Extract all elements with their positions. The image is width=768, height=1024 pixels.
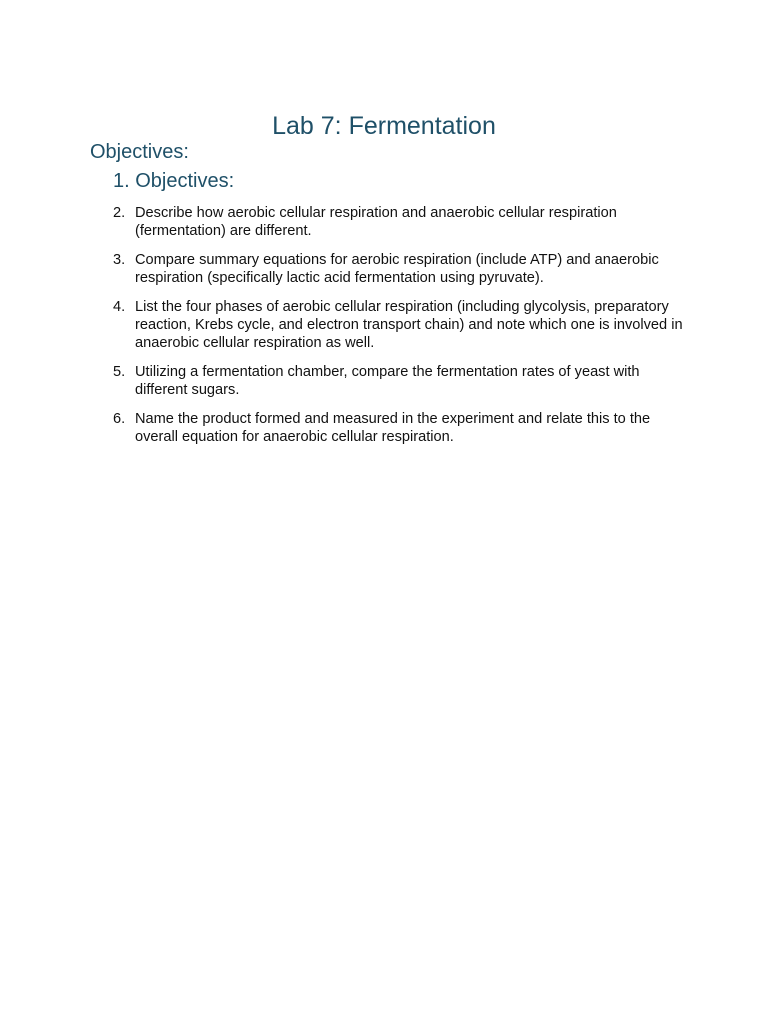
objective-item: [113, 363, 683, 399]
objectives-list: [113, 204, 683, 457]
objective-text: Utilizing a fermentation chamber, compare the fermentation rates of yeast with different sugars.: [135, 364, 640, 398]
sub-heading-objectives: [113, 169, 234, 193]
objective-text: List the four phases of aerobic cellular respiration (including glycolysis, preparatory reaction, Krebs cycle, and electron transport chain) and note which one is involved in anaerobic cellular respiration as well.: [135, 299, 683, 351]
objective-item: [113, 204, 683, 240]
objective-item: [113, 251, 683, 287]
page-title: Lab 7: Fermentation: [272, 111, 496, 140]
objective-text: Compare summary equations for aerobic respiration (include ATP) and anaerobic respiration (specifically lactic acid fermentation using pyruvate).: [135, 252, 659, 286]
objective-number: 2.: [113, 205, 126, 221]
objective-number: 5.: [113, 364, 126, 380]
objective-text: Describe how aerobic cellular respiration and anaerobic cellular respiration (fermentation) are different.: [135, 205, 617, 239]
objective-item: [113, 410, 683, 446]
objective-number: 4.: [113, 299, 126, 315]
objective-text: Name the product formed and measured in the experiment and relate this to the overall equation for anaerobic cellular respiration.: [135, 411, 651, 445]
sub-heading-label: Objectives:: [135, 170, 235, 192]
objective-item: [113, 298, 683, 352]
section-heading-objectives: Objectives:: [90, 141, 189, 163]
sub-heading-number: 1.: [113, 170, 130, 192]
objective-number: 3.: [113, 252, 126, 268]
objective-number: 6.: [113, 411, 126, 427]
